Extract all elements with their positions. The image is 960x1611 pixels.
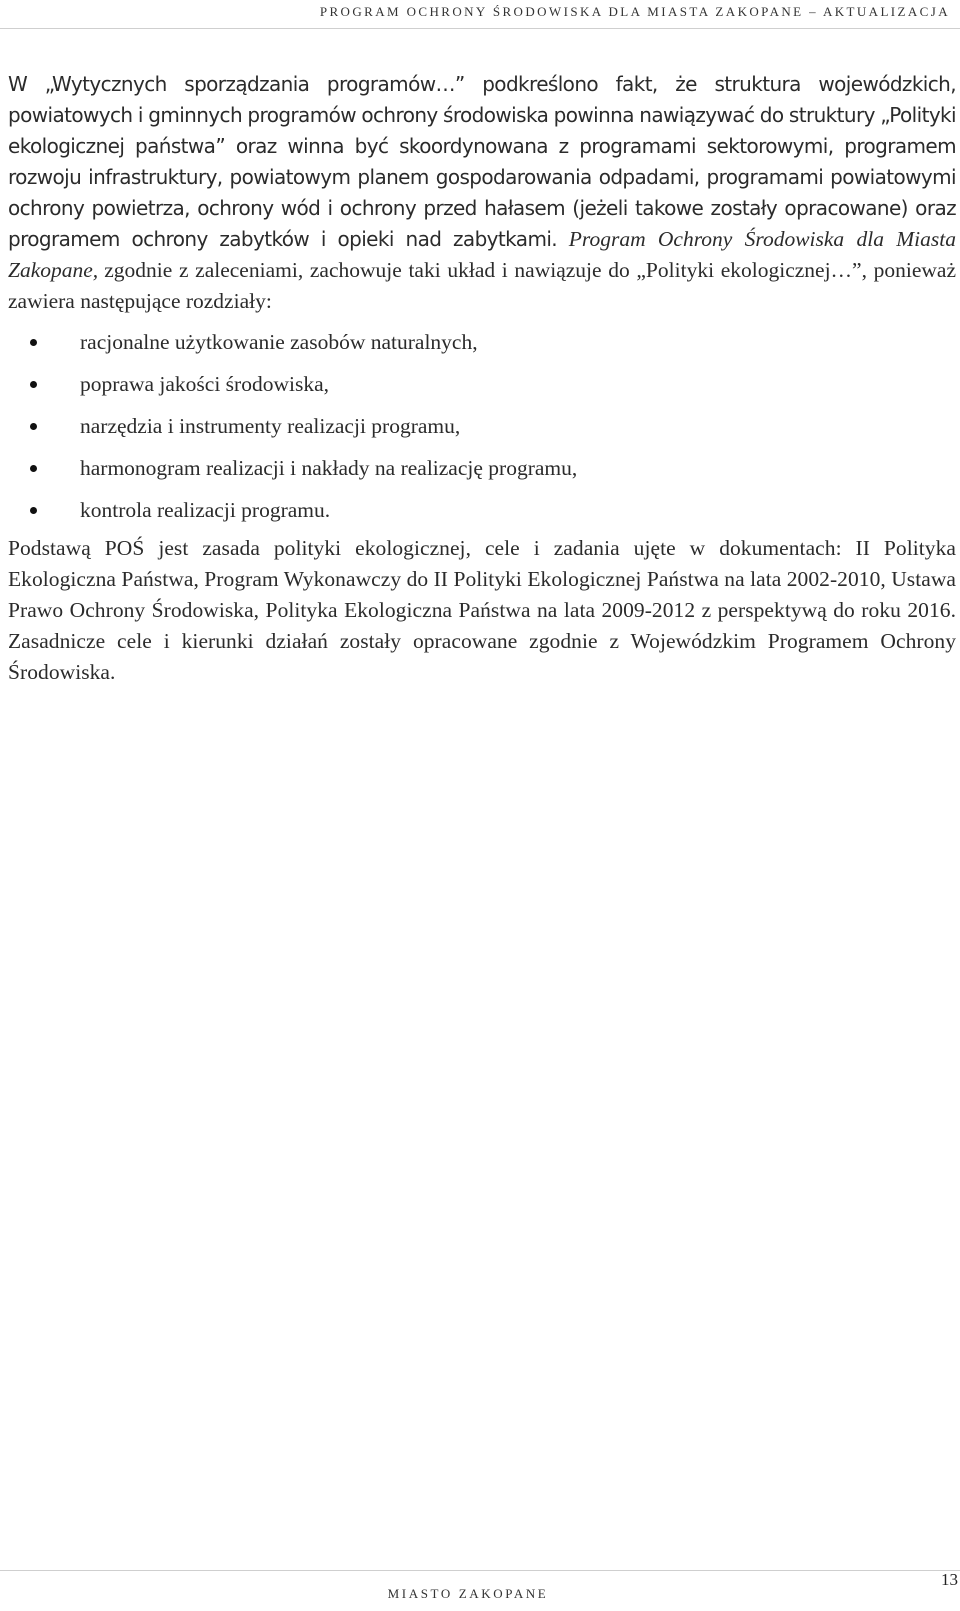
list-item bbox=[8, 321, 956, 363]
bullet-icon bbox=[30, 381, 37, 388]
list-item bbox=[8, 405, 956, 447]
footer-divider bbox=[0, 1570, 960, 1571]
intro-paragraph-text: W „Wytycznych sporządzania programów…” podkreślono fakt, że struktura wojewódzkich, powiatowych i gminnych programów ochrony środowiska powinna nawiązywać do struktury „Polityki ekologicznej państwa” oraz winna być skoordynowana z programami sektorowymi, programem rozwoju infrastruktury, powiatowym planem gospodarowania odpadami, programami powiatowymi ochrony powietrza, ochrony wód i ochrony przed hałasem (jeżeli takowe zostały opracowane) oraz programem ochrony zabytków i opieki nad zabytkami. bbox=[8, 72, 956, 251]
intro-paragraph-continuation: zgodnie z zaleceniami, zachowuje taki układ i nawiązuje do „Polityki ekologicznej…”, ponieważ zawiera następujące rozdziały: bbox=[8, 258, 957, 313]
page-footer bbox=[0, 1570, 960, 1611]
list-item bbox=[8, 447, 956, 489]
program-title-italic: Program Ochrony Środowiska dla Miasta Zakopane, bbox=[8, 227, 956, 282]
list-item bbox=[8, 363, 956, 405]
header-divider bbox=[0, 28, 960, 29]
running-header: PROGRAM OCHRONY ŚRODOWISKA DLA MIASTA ZAKOPANE – AKTUALIZACJA bbox=[319, 4, 950, 19]
bullet-icon bbox=[30, 339, 37, 346]
bullet-icon bbox=[30, 465, 37, 472]
chapter-list bbox=[8, 321, 956, 531]
bullet-icon bbox=[30, 507, 37, 514]
footer-label: MIASTO ZAKOPANE bbox=[387, 1586, 549, 1601]
list-item bbox=[8, 489, 956, 531]
intro-paragraph bbox=[8, 69, 956, 317]
bullet-icon bbox=[30, 423, 37, 430]
list-item-text: narzędzia i instrumenty realizacji programu, bbox=[80, 414, 461, 438]
list-item-text: kontrola realizacji programu. bbox=[80, 498, 331, 522]
page-number: 13 bbox=[941, 1570, 958, 1589]
basis-paragraph: Podstawą POŚ jest zasada polityki ekologicznej, cele i zadania ujęte w dokumentach: II Polityka Ekologiczna Państwa, Program Wykonawczy do II Polityki Ekologicznej Państwa na lata 2002-2010, Ustawa Prawo Ochrony Środowiska, Polityka Ekologiczna Państwa na lata 2009-2012 z perspektywą do roku 2016. Zasadnicze cele i kierunki działań zostały opracowane zgodnie z Wojewódzkim Programem Ochrony Środowiska. bbox=[8, 536, 956, 684]
page-body bbox=[8, 69, 956, 688]
list-item-text: harmonogram realizacji i nakłady na realizację programu, bbox=[80, 456, 578, 480]
list-item-text: racjonalne użytkowanie zasobów naturalnych, bbox=[80, 330, 478, 354]
list-item-text: poprawa jakości środowiska, bbox=[80, 372, 329, 396]
